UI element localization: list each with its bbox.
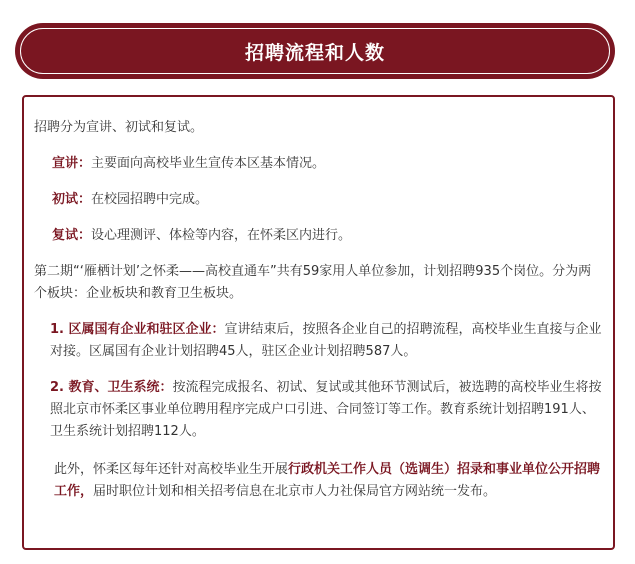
outro-prefix: 此外，怀柔区每年还针对高校毕业生开展 <box>54 462 289 477</box>
stage-label: 复试： <box>52 228 92 243</box>
banner-title: 招聘流程和人数 <box>244 41 385 64</box>
banner-inner-frame <box>20 28 610 74</box>
section-label: 1. 区属国有企业和驻区企业： <box>50 322 225 337</box>
stage-label: 宣讲： <box>52 156 92 171</box>
stage-chushi <box>34 189 603 211</box>
outro-highlight: 行政机关工作人员（选调生）招录和事业单位公开招聘工作， <box>54 462 601 499</box>
main-paragraph: 第二期“‘雁栖计划’之怀柔——高校直通车”共有59家用人单位参加，计划招聘935个岗位。分为两个板块：企业板块和教育卫生板块。 <box>34 264 592 301</box>
section-education-health <box>34 377 603 443</box>
content-panel <box>22 95 615 550</box>
stage-fushi <box>34 225 603 247</box>
section-enterprise <box>34 319 603 363</box>
section-text: 宣讲结束后，按照各企业自己的招聘流程，高校毕业生直接与企业对接。区属国有企业计划招聘45人，驻区企业计划招聘587人。 <box>50 322 602 359</box>
stage-text: 在校园招聘中完成。 <box>91 192 209 207</box>
stage-text: 设心理测评、体检等内容，在怀柔区内进行。 <box>91 228 352 243</box>
stage-xuanjiang <box>34 153 603 175</box>
section-text: 按流程完成报名、初试、复试或其他环节测试后，被选聘的高校毕业生将按照北京市怀柔区事业单位聘用程序完成户口引进、合同签订等工作。教育系统计划招聘191人、卫生系统计划招聘112人。 <box>50 380 602 439</box>
stage-label: 初试： <box>52 192 92 207</box>
section-label: 2. 教育、卫生系统： <box>50 380 173 395</box>
intro-paragraph: 招聘分为宣讲、初试和复试。 <box>34 120 204 135</box>
section-banner <box>15 23 615 79</box>
outro-paragraph <box>34 459 603 503</box>
stage-text: 主要面向高校毕业生宣传本区基本情况。 <box>91 156 326 171</box>
outro-suffix: 届时职位计划和相关招考信息在北京市人力社保局官方网站统一发布。 <box>93 484 497 499</box>
